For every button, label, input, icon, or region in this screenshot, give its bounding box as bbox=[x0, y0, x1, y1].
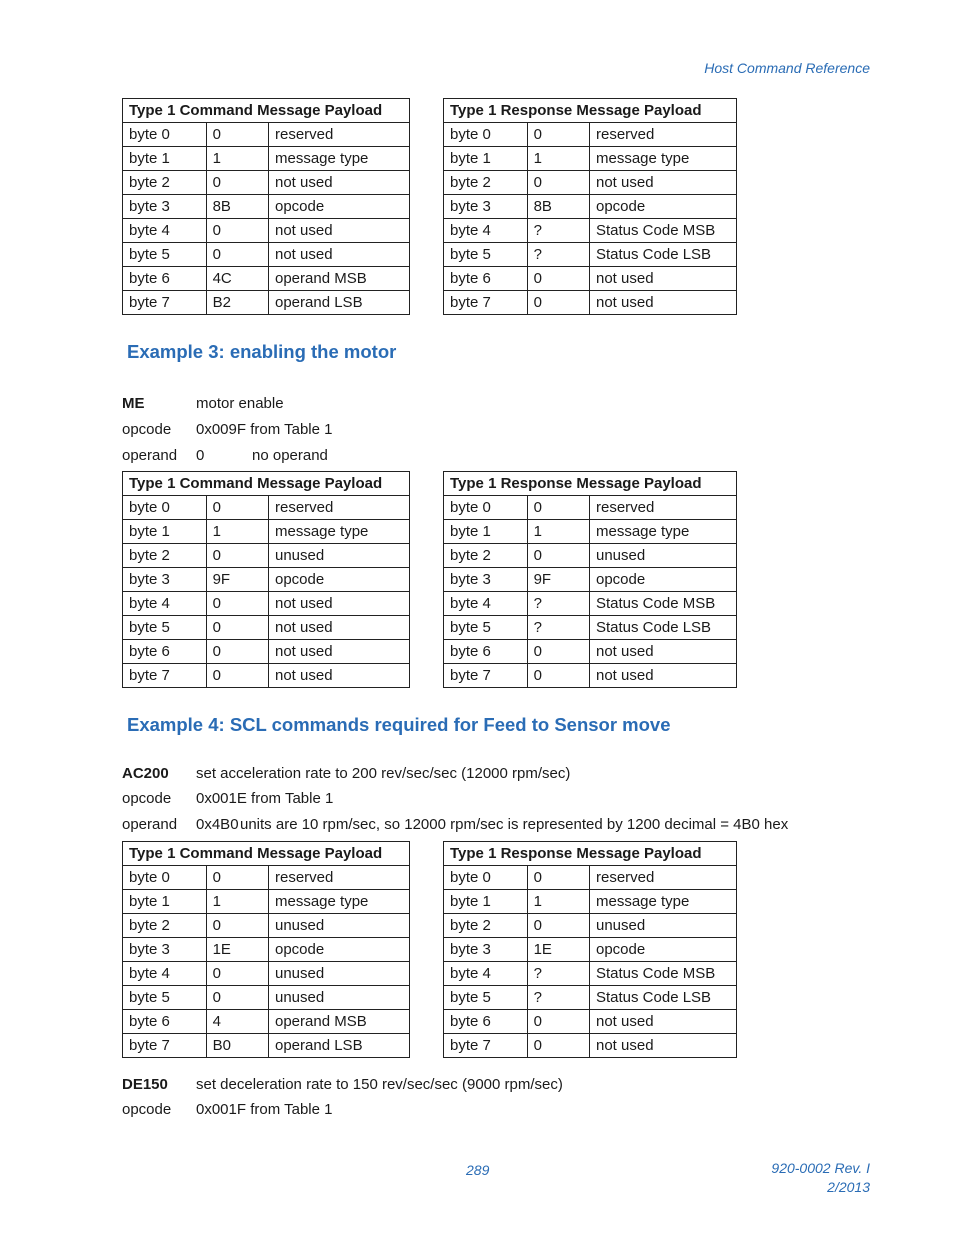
byte-value-cell: 0 bbox=[206, 544, 268, 568]
table-row bbox=[444, 123, 737, 147]
byte-meaning-cell: message type bbox=[589, 147, 736, 171]
byte-meaning-cell: not used bbox=[269, 171, 410, 195]
command-description: set acceleration rate to 200 rev/sec/sec (12000 rpm/sec) bbox=[196, 765, 571, 782]
table-row bbox=[123, 243, 410, 267]
byte-meaning-cell: reserved bbox=[269, 496, 410, 520]
byte-meaning-cell: unused bbox=[269, 914, 410, 938]
byte-meaning-cell: not used bbox=[269, 219, 410, 243]
byte-value-cell: ? bbox=[527, 243, 589, 267]
byte-value-cell: 1 bbox=[527, 147, 589, 171]
byte-value-cell: 0 bbox=[527, 544, 589, 568]
table-row bbox=[444, 986, 737, 1010]
byte-meaning-cell: not used bbox=[269, 592, 410, 616]
byte-index-cell: byte 7 bbox=[123, 1034, 207, 1058]
table-row bbox=[123, 123, 410, 147]
byte-value-cell: 0 bbox=[527, 1010, 589, 1034]
byte-value-cell: 4 bbox=[206, 1010, 268, 1034]
table-row bbox=[123, 520, 410, 544]
table-row bbox=[123, 496, 410, 520]
table-row bbox=[123, 866, 410, 890]
running-header: Host Command Reference bbox=[704, 60, 870, 76]
byte-meaning-cell: opcode bbox=[269, 938, 410, 962]
byte-value-cell: 1 bbox=[206, 520, 268, 544]
operand-value: 0x4B0 bbox=[196, 816, 239, 833]
table-row bbox=[444, 1010, 737, 1034]
byte-value-cell: 0 bbox=[206, 243, 268, 267]
byte-index-cell: byte 4 bbox=[123, 219, 207, 243]
byte-meaning-cell: reserved bbox=[589, 496, 736, 520]
command-code: AC200 bbox=[122, 765, 169, 782]
byte-value-cell: 0 bbox=[206, 496, 268, 520]
byte-meaning-cell: operand LSB bbox=[269, 1034, 410, 1058]
operand-label: operand bbox=[122, 447, 178, 464]
byte-meaning-cell: unused bbox=[269, 962, 410, 986]
response-payload-table bbox=[443, 471, 737, 688]
byte-value-cell: 1 bbox=[206, 147, 268, 171]
byte-value-cell: 1E bbox=[527, 938, 589, 962]
operand-description: no operand bbox=[252, 447, 328, 464]
byte-index-cell: byte 6 bbox=[444, 1010, 528, 1034]
byte-index-cell: byte 7 bbox=[123, 664, 207, 688]
byte-meaning-cell: opcode bbox=[589, 195, 736, 219]
byte-index-cell: byte 0 bbox=[123, 866, 207, 890]
byte-index-cell: byte 5 bbox=[123, 616, 207, 640]
table-row bbox=[123, 568, 410, 592]
byte-meaning-cell: unused bbox=[269, 986, 410, 1010]
byte-index-cell: byte 5 bbox=[123, 243, 207, 267]
byte-value-cell: 9F bbox=[527, 568, 589, 592]
byte-index-cell: byte 0 bbox=[444, 866, 528, 890]
byte-meaning-cell: reserved bbox=[589, 123, 736, 147]
byte-index-cell: byte 3 bbox=[444, 938, 528, 962]
table-row bbox=[444, 568, 737, 592]
table-row bbox=[444, 890, 737, 914]
byte-meaning-cell: message type bbox=[589, 520, 736, 544]
byte-meaning-cell: opcode bbox=[269, 195, 410, 219]
byte-value-cell: B0 bbox=[206, 1034, 268, 1058]
byte-value-cell: 0 bbox=[206, 664, 268, 688]
byte-meaning-cell: message type bbox=[269, 520, 410, 544]
byte-meaning-cell: message type bbox=[269, 147, 410, 171]
table-title: Type 1 Command Message Payload bbox=[123, 842, 410, 866]
table-title: Type 1 Command Message Payload bbox=[123, 472, 410, 496]
byte-index-cell: byte 6 bbox=[444, 640, 528, 664]
byte-value-cell: 0 bbox=[527, 1034, 589, 1058]
table-row bbox=[123, 267, 410, 291]
table-row bbox=[123, 592, 410, 616]
byte-meaning-cell: not used bbox=[589, 1010, 736, 1034]
opcode-label: opcode bbox=[122, 421, 172, 438]
byte-index-cell: byte 2 bbox=[444, 914, 528, 938]
table-row bbox=[123, 986, 410, 1010]
byte-meaning-cell: unused bbox=[589, 544, 736, 568]
table-row bbox=[444, 243, 737, 267]
byte-index-cell: byte 2 bbox=[444, 544, 528, 568]
byte-value-cell: 0 bbox=[206, 986, 268, 1010]
byte-value-cell: 0 bbox=[206, 592, 268, 616]
byte-index-cell: byte 3 bbox=[444, 568, 528, 592]
table-row bbox=[123, 291, 410, 315]
byte-index-cell: byte 1 bbox=[123, 520, 207, 544]
byte-index-cell: byte 1 bbox=[444, 890, 528, 914]
table-row bbox=[444, 914, 737, 938]
operand-line bbox=[122, 447, 328, 464]
byte-value-cell: 1 bbox=[206, 890, 268, 914]
byte-value-cell: 1E bbox=[206, 938, 268, 962]
table-row bbox=[123, 171, 410, 195]
byte-value-cell: 0 bbox=[206, 914, 268, 938]
byte-index-cell: byte 2 bbox=[123, 544, 207, 568]
command-code: DE150 bbox=[122, 1076, 168, 1093]
byte-meaning-cell: Status Code LSB bbox=[589, 986, 736, 1010]
table-title: Type 1 Response Message Payload bbox=[444, 99, 737, 123]
byte-index-cell: byte 1 bbox=[444, 520, 528, 544]
opcode-label: opcode bbox=[122, 1101, 172, 1118]
table-row bbox=[444, 267, 737, 291]
byte-meaning-cell: opcode bbox=[589, 938, 736, 962]
command-code: ME bbox=[122, 395, 145, 412]
byte-value-cell: 0 bbox=[206, 866, 268, 890]
byte-meaning-cell: not used bbox=[589, 640, 736, 664]
byte-meaning-cell: unused bbox=[269, 544, 410, 568]
document-revision: 920-0002 Rev. I bbox=[771, 1160, 870, 1176]
table-row bbox=[444, 171, 737, 195]
table-title: Type 1 Command Message Payload bbox=[123, 99, 410, 123]
table-row bbox=[123, 195, 410, 219]
byte-value-cell: 0 bbox=[527, 291, 589, 315]
byte-meaning-cell: not used bbox=[589, 267, 736, 291]
byte-meaning-cell: reserved bbox=[269, 866, 410, 890]
byte-value-cell: 8B bbox=[527, 195, 589, 219]
byte-meaning-cell: Status Code MSB bbox=[589, 962, 736, 986]
byte-index-cell: byte 6 bbox=[123, 640, 207, 664]
table-row bbox=[123, 664, 410, 688]
operand-value: 0 bbox=[196, 447, 205, 464]
operand-label: operand bbox=[122, 816, 178, 833]
byte-index-cell: byte 2 bbox=[123, 914, 207, 938]
table-row bbox=[444, 592, 737, 616]
table-row bbox=[444, 640, 737, 664]
response-payload-table bbox=[443, 841, 737, 1058]
command-payload-table bbox=[122, 471, 410, 688]
table-row bbox=[123, 938, 410, 962]
table-row bbox=[123, 1010, 410, 1034]
byte-value-cell: ? bbox=[527, 219, 589, 243]
byte-value-cell: ? bbox=[527, 962, 589, 986]
byte-value-cell: 4C bbox=[206, 267, 268, 291]
opcode-value: 0x009F from Table 1 bbox=[196, 421, 333, 438]
byte-meaning-cell: reserved bbox=[589, 866, 736, 890]
byte-index-cell: byte 7 bbox=[123, 291, 207, 315]
byte-meaning-cell: message type bbox=[589, 890, 736, 914]
byte-index-cell: byte 5 bbox=[444, 243, 528, 267]
operand-line bbox=[122, 816, 788, 833]
byte-meaning-cell: Status Code MSB bbox=[589, 592, 736, 616]
byte-index-cell: byte 5 bbox=[444, 986, 528, 1010]
command-line bbox=[122, 1076, 563, 1093]
table-title: Type 1 Response Message Payload bbox=[444, 842, 737, 866]
table-row bbox=[444, 544, 737, 568]
byte-meaning-cell: unused bbox=[589, 914, 736, 938]
byte-index-cell: byte 3 bbox=[444, 195, 528, 219]
byte-index-cell: byte 3 bbox=[123, 938, 207, 962]
byte-meaning-cell: opcode bbox=[269, 568, 410, 592]
byte-value-cell: 0 bbox=[206, 219, 268, 243]
byte-meaning-cell: message type bbox=[269, 890, 410, 914]
document-id bbox=[771, 1159, 870, 1197]
table-row bbox=[123, 914, 410, 938]
opcode-value: 0x001F from Table 1 bbox=[196, 1101, 333, 1118]
command-line bbox=[122, 395, 284, 412]
opcode-line bbox=[122, 1101, 332, 1118]
byte-meaning-cell: not used bbox=[589, 171, 736, 195]
byte-index-cell: byte 2 bbox=[123, 171, 207, 195]
byte-index-cell: byte 2 bbox=[444, 171, 528, 195]
example-4-heading: Example 4: SCL commands required for Feed to Sensor move bbox=[127, 714, 671, 735]
document-date: 2/2013 bbox=[827, 1179, 870, 1195]
byte-index-cell: byte 4 bbox=[123, 592, 207, 616]
table-row bbox=[444, 664, 737, 688]
table-row bbox=[123, 1034, 410, 1058]
table-row bbox=[444, 520, 737, 544]
byte-meaning-cell: not used bbox=[269, 640, 410, 664]
byte-index-cell: byte 4 bbox=[123, 962, 207, 986]
table-row bbox=[444, 496, 737, 520]
byte-meaning-cell: not used bbox=[269, 616, 410, 640]
byte-meaning-cell: reserved bbox=[269, 123, 410, 147]
byte-value-cell: 0 bbox=[527, 664, 589, 688]
byte-value-cell: 0 bbox=[206, 962, 268, 986]
byte-value-cell: ? bbox=[527, 592, 589, 616]
byte-index-cell: byte 7 bbox=[444, 291, 528, 315]
byte-index-cell: byte 1 bbox=[123, 890, 207, 914]
byte-index-cell: byte 7 bbox=[444, 1034, 528, 1058]
byte-index-cell: byte 0 bbox=[444, 123, 528, 147]
table-row bbox=[444, 1034, 737, 1058]
opcode-label: opcode bbox=[122, 790, 172, 807]
byte-index-cell: byte 6 bbox=[444, 267, 528, 291]
table-row bbox=[444, 962, 737, 986]
byte-meaning-cell: opcode bbox=[589, 568, 736, 592]
byte-index-cell: byte 3 bbox=[123, 568, 207, 592]
byte-value-cell: 0 bbox=[527, 123, 589, 147]
byte-value-cell: 0 bbox=[206, 640, 268, 664]
table-row bbox=[444, 938, 737, 962]
table-row bbox=[123, 544, 410, 568]
table-row bbox=[444, 866, 737, 890]
operand-description: units are 10 rpm/sec, so 12000 rpm/sec is represented by 1200 decimal = 4B0 hex bbox=[240, 816, 789, 833]
table-row bbox=[123, 147, 410, 171]
table-row bbox=[444, 147, 737, 171]
byte-meaning-cell: not used bbox=[269, 664, 410, 688]
byte-index-cell: byte 4 bbox=[444, 592, 528, 616]
byte-index-cell: byte 4 bbox=[444, 219, 528, 243]
byte-value-cell: 1 bbox=[527, 890, 589, 914]
byte-value-cell: 0 bbox=[527, 171, 589, 195]
byte-meaning-cell: Status Code LSB bbox=[589, 616, 736, 640]
byte-index-cell: byte 6 bbox=[123, 267, 207, 291]
table-row bbox=[123, 616, 410, 640]
opcode-line bbox=[122, 421, 332, 438]
byte-meaning-cell: not used bbox=[589, 291, 736, 315]
table-row bbox=[123, 962, 410, 986]
byte-meaning-cell: operand LSB bbox=[269, 291, 410, 315]
byte-meaning-cell: not used bbox=[589, 664, 736, 688]
table-row bbox=[444, 195, 737, 219]
command-description: set deceleration rate to 150 rev/sec/sec (9000 rpm/sec) bbox=[196, 1076, 563, 1093]
byte-value-cell: 0 bbox=[527, 866, 589, 890]
byte-value-cell: 0 bbox=[527, 496, 589, 520]
table-row bbox=[444, 616, 737, 640]
command-payload-table bbox=[122, 98, 410, 315]
byte-value-cell: ? bbox=[527, 616, 589, 640]
table-row bbox=[123, 640, 410, 664]
table-row bbox=[123, 890, 410, 914]
byte-value-cell: B2 bbox=[206, 291, 268, 315]
opcode-line bbox=[122, 790, 333, 807]
byte-value-cell: 9F bbox=[206, 568, 268, 592]
byte-value-cell: 0 bbox=[206, 616, 268, 640]
byte-value-cell: 1 bbox=[527, 520, 589, 544]
byte-index-cell: byte 0 bbox=[444, 496, 528, 520]
byte-value-cell: 0 bbox=[527, 914, 589, 938]
byte-value-cell: 0 bbox=[206, 171, 268, 195]
byte-index-cell: byte 3 bbox=[123, 195, 207, 219]
command-line bbox=[122, 765, 570, 782]
table-row bbox=[444, 291, 737, 315]
byte-index-cell: byte 7 bbox=[444, 664, 528, 688]
example-3-heading: Example 3: enabling the motor bbox=[127, 341, 397, 362]
byte-value-cell: ? bbox=[527, 986, 589, 1010]
byte-meaning-cell: Status Code LSB bbox=[589, 243, 736, 267]
byte-value-cell: 0 bbox=[527, 267, 589, 291]
byte-meaning-cell: not used bbox=[589, 1034, 736, 1058]
command-payload-table bbox=[122, 841, 410, 1058]
page-number: 289 bbox=[466, 1162, 490, 1178]
table-row bbox=[123, 219, 410, 243]
table-row bbox=[444, 219, 737, 243]
byte-index-cell: byte 6 bbox=[123, 1010, 207, 1034]
byte-meaning-cell: operand MSB bbox=[269, 1010, 410, 1034]
byte-index-cell: byte 5 bbox=[444, 616, 528, 640]
byte-value-cell: 0 bbox=[206, 123, 268, 147]
byte-value-cell: 0 bbox=[527, 640, 589, 664]
byte-index-cell: byte 0 bbox=[123, 123, 207, 147]
byte-index-cell: byte 4 bbox=[444, 962, 528, 986]
byte-meaning-cell: Status Code MSB bbox=[589, 219, 736, 243]
command-description: motor enable bbox=[196, 395, 284, 412]
byte-meaning-cell: operand MSB bbox=[269, 267, 410, 291]
byte-meaning-cell: not used bbox=[269, 243, 410, 267]
opcode-value: 0x001E from Table 1 bbox=[196, 790, 334, 807]
byte-index-cell: byte 1 bbox=[444, 147, 528, 171]
response-payload-table bbox=[443, 98, 737, 315]
byte-index-cell: byte 5 bbox=[123, 986, 207, 1010]
byte-index-cell: byte 0 bbox=[123, 496, 207, 520]
byte-value-cell: 8B bbox=[206, 195, 268, 219]
byte-index-cell: byte 1 bbox=[123, 147, 207, 171]
table-title: Type 1 Response Message Payload bbox=[444, 472, 737, 496]
